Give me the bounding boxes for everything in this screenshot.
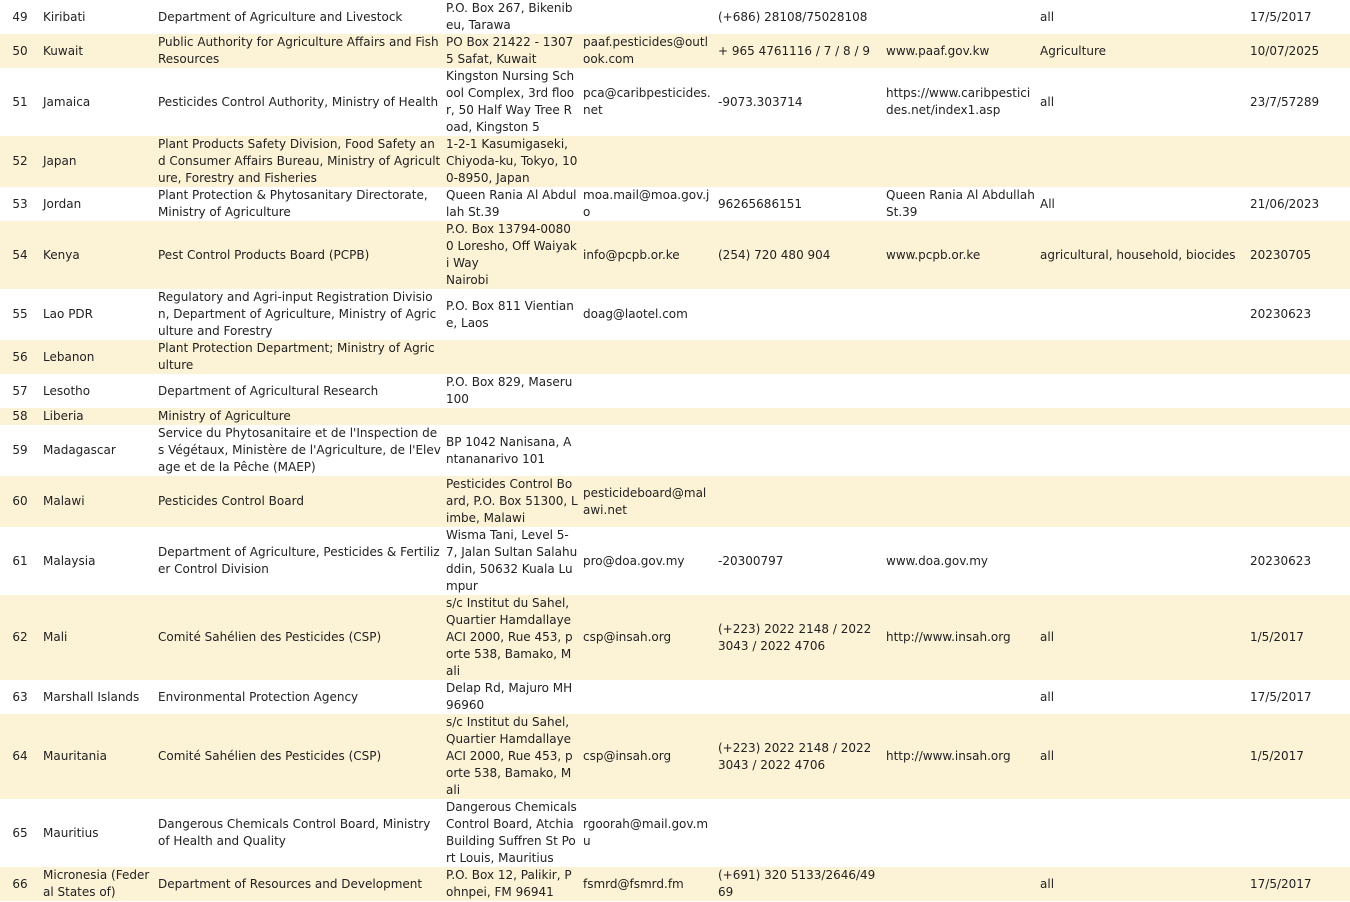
cell-scope: all xyxy=(1040,876,1055,891)
cell-phone: 96265686151 xyxy=(718,196,802,211)
cell-no: 54 xyxy=(12,247,28,262)
cell-phone: (+223) 2022 2148 / 2022 3043 / 2022 4706 xyxy=(718,740,872,772)
cell-date xyxy=(1247,136,1350,187)
cell-scope: all xyxy=(1040,630,1055,644)
cell-no: 59 xyxy=(12,443,28,457)
cell-email xyxy=(580,340,715,374)
cell-date: 17/5/2017 xyxy=(1250,689,1312,704)
cell-date xyxy=(1247,408,1350,425)
cell-scope: All xyxy=(1040,196,1055,211)
cell-scope: all xyxy=(1040,94,1055,109)
cell-email: csp@insah.org xyxy=(583,749,672,763)
cell-date: 20230623 xyxy=(1250,553,1312,568)
cell-country: Liberia xyxy=(43,409,84,423)
cell-address: Queen Rania Al Abdullah St.39 xyxy=(446,188,577,219)
cell-scope xyxy=(1037,136,1247,187)
table-row xyxy=(0,476,1350,527)
cell-website xyxy=(883,408,1037,425)
cell-email xyxy=(580,374,715,408)
table-row xyxy=(0,680,1350,714)
cell-phone: + 965 4761116 / 7 / 8 / 9 xyxy=(718,43,870,58)
cell-email: fsmrd@fsmrd.fm xyxy=(583,876,684,891)
cell-country: Mauritius xyxy=(43,825,99,840)
cell-authority: Plant Protection & Phytosanitary Directorate, Ministry of Agriculture xyxy=(158,188,428,219)
cell-address: P.O. Box 811 Vientiane, Laos xyxy=(446,298,574,330)
cell-phone xyxy=(715,408,883,425)
cell-phone: (254) 720 480 904 xyxy=(718,247,831,262)
cell-website: www.pcpb.or.ke xyxy=(886,247,981,262)
cell-address: P.O. Box 13794-00800 Loresho, Off Waiyaki Way Nairobi xyxy=(446,222,577,287)
cell-no: 66 xyxy=(12,876,28,891)
cell-date xyxy=(1247,374,1350,408)
cell-country: Jamaica xyxy=(43,94,91,109)
cell-authority: Public Authority for Agriculture Affairs and Fish Resources xyxy=(158,35,439,66)
cell-no: 63 xyxy=(12,689,28,704)
table-row xyxy=(0,340,1350,374)
cell-authority: Plant Products Safety Division, Food Safety and Consumer Affairs Bureau, Ministry of Agriculture, Forestry and Fisheries xyxy=(158,137,441,185)
cell-date: 10/07/2025 xyxy=(1250,43,1320,58)
cell-website xyxy=(883,680,1037,714)
cell-website xyxy=(883,289,1037,340)
cell-phone xyxy=(715,289,883,340)
cell-email xyxy=(580,680,715,714)
cell-email: info@pcpb.or.ke xyxy=(583,247,680,262)
cell-authority: Comité Sahélien des Pesticides (CSP) xyxy=(158,749,382,763)
cell-authority: Department of Resources and Development xyxy=(158,876,423,891)
cell-date xyxy=(1247,340,1350,374)
cell-scope: all xyxy=(1040,9,1055,24)
table-row xyxy=(0,714,1350,799)
table-row xyxy=(0,136,1350,187)
cell-email: pro@doa.gov.my xyxy=(583,553,685,568)
cell-authority: Comité Sahélien des Pesticides (CSP) xyxy=(158,630,382,644)
cell-country: Mali xyxy=(43,630,68,644)
cell-address xyxy=(443,340,580,374)
cell-website: http://www.insah.org xyxy=(886,749,1011,763)
cell-no: 53 xyxy=(12,196,28,211)
cell-date: 20230623 xyxy=(1250,307,1312,321)
cell-email xyxy=(580,136,715,187)
cell-email xyxy=(580,0,715,34)
cell-no: 49 xyxy=(12,9,28,24)
cell-address: P.O. Box 829, Maseru 100 xyxy=(446,375,573,406)
cell-country: Kiribati xyxy=(43,9,86,24)
cell-authority: Department of Agricultural Research xyxy=(158,383,379,398)
cell-no: 50 xyxy=(12,43,28,58)
cell-authority: Service du Phytosanitaire et de l'Inspection des Végétaux, Ministère de l'Agriculture, de l'Elevage et de la Pêche (MAEP) xyxy=(158,426,441,474)
cell-date: 23/7/57289 xyxy=(1250,94,1320,109)
cell-country: Malaysia xyxy=(43,553,96,568)
cell-website: http://www.insah.org xyxy=(886,630,1011,644)
table-row xyxy=(0,374,1350,408)
cell-email: paaf.pesticides@outlook.com xyxy=(583,35,708,66)
cell-phone: -9073.303714 xyxy=(718,94,803,109)
cell-address: Wisma Tani, Level 5-7, Jalan Sultan Salahuddin, 50632 Kuala Lumpur xyxy=(446,528,578,593)
table-row xyxy=(0,289,1350,340)
table-row xyxy=(0,0,1350,34)
cell-phone xyxy=(715,136,883,187)
table-row xyxy=(0,527,1350,595)
cell-address: s/c Institut du Sahel, Quartier Hamdallaye ACI 2000, Rue 453, porte 538, Bamako, Mali xyxy=(446,596,573,678)
cell-no: 65 xyxy=(12,825,28,840)
cell-website xyxy=(883,867,1037,901)
cell-scope xyxy=(1037,425,1247,476)
cell-address: Kingston Nursing School Complex, 3rd floor, 50 Half Way Tree Road, Kingston 5 xyxy=(446,69,575,134)
cell-country: Jordan xyxy=(43,196,82,211)
cell-scope: agricultural, household, biocides xyxy=(1040,247,1236,262)
cell-no: 57 xyxy=(12,383,28,398)
cell-email: moa.mail@moa.gov.jo xyxy=(583,188,710,219)
cell-phone xyxy=(715,374,883,408)
cell-date: 20230705 xyxy=(1250,247,1312,262)
cell-website xyxy=(883,340,1037,374)
cell-address: BP 1042 Nanisana, Antananarivo 101 xyxy=(446,434,572,466)
cell-no: 62 xyxy=(12,630,28,644)
cell-address: 1-2-1 Kasumigaseki, Chiyoda-ku, Tokyo, 100-8950, Japan xyxy=(446,137,578,185)
cell-no: 64 xyxy=(12,749,28,763)
cell-email: pesticideboard@malawi.net xyxy=(583,485,707,517)
cell-phone xyxy=(715,425,883,476)
table-row xyxy=(0,867,1350,901)
cell-date: 17/5/2017 xyxy=(1250,876,1312,891)
cell-scope xyxy=(1037,289,1247,340)
cell-authority: Department of Agriculture and Livestock xyxy=(158,9,403,24)
cell-authority: Regulatory and Agri-input Registration Division, Department of Agriculture, Ministry of Agriculture and Forestry xyxy=(158,290,437,338)
cell-country: Madagascar xyxy=(43,443,116,457)
cell-website: Queen Rania Al Abdullah St.39 xyxy=(886,188,1035,219)
cell-no: 52 xyxy=(12,154,28,168)
cell-scope xyxy=(1037,374,1247,408)
cell-phone: -20300797 xyxy=(718,553,784,568)
cell-authority: Ministry of Agriculture xyxy=(158,409,291,423)
cell-scope xyxy=(1037,476,1247,527)
cell-phone: (+223) 2022 2148 / 2022 3043 / 2022 4706 xyxy=(718,621,872,653)
cell-authority: Pest Control Products Board (PCPB) xyxy=(158,247,370,262)
cell-address: Dangerous Chemicals Control Board, Atchia Building Suffren St Port Louis, Mauritius xyxy=(446,800,577,865)
cell-no: 58 xyxy=(12,409,28,423)
cell-website xyxy=(883,425,1037,476)
table-row xyxy=(0,799,1350,867)
cell-phone: (+691) 320 5133/2646/4969 xyxy=(718,868,876,899)
cell-date xyxy=(1247,476,1350,527)
cell-authority: Dangerous Chemicals Control Board, Ministry of Health and Quality xyxy=(158,817,431,848)
cell-website xyxy=(883,374,1037,408)
cell-address xyxy=(443,408,580,425)
cell-website xyxy=(883,136,1037,187)
cell-address: P.O. Box 12, Palikir, Pohnpei, FM 96941 xyxy=(446,868,572,899)
cell-scope xyxy=(1037,408,1247,425)
cell-email: rgoorah@mail.gov.mu xyxy=(583,817,709,848)
table-row xyxy=(0,221,1350,289)
cell-country: Malawi xyxy=(43,494,85,508)
cell-address: P.O. Box 267, Bikenibeu, Tarawa xyxy=(446,1,573,32)
cell-scope: all xyxy=(1040,689,1055,704)
cell-email: doag@laotel.com xyxy=(583,307,688,321)
cell-scope: all xyxy=(1040,749,1055,763)
cell-country: Micronesia (Federal States of) xyxy=(43,868,150,899)
cell-email xyxy=(580,425,715,476)
table-row xyxy=(0,34,1350,68)
cell-authority: Pesticides Control Authority, Ministry of Health xyxy=(158,94,439,109)
cell-phone xyxy=(715,476,883,527)
cell-no: 55 xyxy=(12,307,28,321)
table-row xyxy=(0,425,1350,476)
cell-scope xyxy=(1037,340,1247,374)
cell-country: Lesotho xyxy=(43,383,91,398)
cell-website: www.paaf.gov.kw xyxy=(886,43,990,58)
cell-authority: Department of Agriculture, Pesticides & Fertilizer Control Division xyxy=(158,545,440,576)
cell-website xyxy=(883,0,1037,34)
cell-scope: Agriculture xyxy=(1040,43,1106,58)
cell-date xyxy=(1247,425,1350,476)
cell-country: Lao PDR xyxy=(43,307,94,321)
cell-address: Delap Rd, Majuro MH 96960 xyxy=(446,681,573,712)
cell-country: Kuwait xyxy=(43,43,84,58)
table-row xyxy=(0,595,1350,680)
cell-no: 61 xyxy=(12,553,28,568)
cell-authority: Plant Protection Department; Ministry of Agriculture xyxy=(158,341,435,372)
table-row xyxy=(0,408,1350,425)
cell-website: https://www.caribpesticides.net/index1.asp xyxy=(886,86,1031,117)
table-row xyxy=(0,187,1350,221)
cell-authority: Pesticides Control Board xyxy=(158,494,304,508)
cell-website: www.doa.gov.my xyxy=(886,553,989,568)
cell-date: 21/06/2023 xyxy=(1250,196,1320,211)
cell-phone xyxy=(715,799,883,867)
cell-website xyxy=(883,476,1037,527)
table-row xyxy=(0,68,1350,136)
cell-country: Japan xyxy=(43,154,77,168)
cell-scope xyxy=(1037,527,1247,595)
cell-date: 1/5/2017 xyxy=(1250,630,1304,644)
cell-email: csp@insah.org xyxy=(583,630,672,644)
cell-no: 56 xyxy=(12,349,28,364)
cell-scope xyxy=(1037,799,1247,867)
cell-country: Lebanon xyxy=(43,349,95,364)
cell-phone: (+686) 28108/75028108 xyxy=(718,9,868,24)
cell-no: 60 xyxy=(12,494,28,508)
cell-country: Kenya xyxy=(43,247,80,262)
cell-address: Pesticides Control Board, P.O. Box 51300, Limbe, Malawi xyxy=(446,477,578,525)
cell-email xyxy=(580,408,715,425)
cell-phone xyxy=(715,680,883,714)
cell-authority: Environmental Protection Agency xyxy=(158,689,359,704)
cell-date: 17/5/2017 xyxy=(1250,9,1312,24)
cell-date xyxy=(1247,799,1350,867)
cell-email: pca@caribpesticides.net xyxy=(583,86,711,117)
cell-phone xyxy=(715,340,883,374)
cell-country: Marshall Islands xyxy=(43,689,140,704)
cell-address: PO Box 21422 - 13075 Safat, Kuwait xyxy=(446,35,574,66)
cell-address: s/c Institut du Sahel, Quartier Hamdallaye ACI 2000, Rue 453, porte 538, Bamako, Mali xyxy=(446,715,573,797)
cell-country: Mauritania xyxy=(43,749,107,763)
cell-website xyxy=(883,799,1037,867)
cell-date: 1/5/2017 xyxy=(1250,749,1304,763)
cell-no: 51 xyxy=(12,94,28,109)
